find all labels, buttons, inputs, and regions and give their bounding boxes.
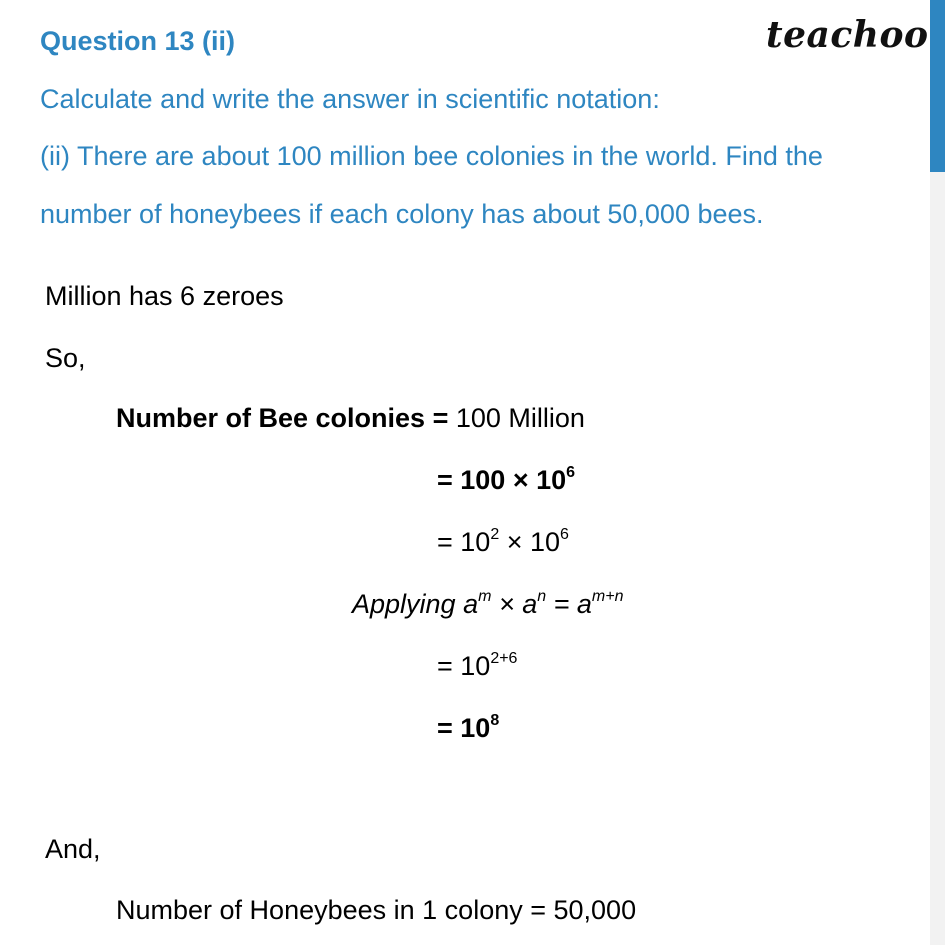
and-text: And, <box>45 834 101 864</box>
teachoo-logo: teachoo <box>766 14 929 56</box>
honeybees-per-colony-line: Number of Honeybees in 1 colony = 50,000 <box>116 895 637 925</box>
bee-colonies-value: 100 Million <box>448 403 585 433</box>
so-text: So, <box>45 343 86 373</box>
step-10-8-result: = $10^8$ <box>437 712 500 743</box>
bee-colonies-label: Number of Bee colonies = <box>116 403 449 433</box>
exponent-rule: Applying $a^m \times a^n = a^{m+n}$ <box>352 588 624 619</box>
step-10-2-times-10-6: = $10^2 \times 10^6$ <box>437 526 569 557</box>
bee-colonies-line <box>116 403 585 434</box>
question-title: Question 13 (ii) <box>40 26 236 56</box>
question-text-line-1: (ii) There are about 100 million bee colonies in the world. Find the <box>40 141 823 171</box>
question-instruction: Calculate and write the answer in scientific notation: <box>40 84 660 114</box>
question-text-line-2: number of honeybees if each colony has about 50,000 bees. <box>40 199 764 229</box>
scrollbar[interactable] <box>930 0 945 945</box>
step-100-times-10-6: = $100 \times 10^6$ <box>437 464 576 495</box>
million-zeroes-text: Million has 6 zeroes <box>45 281 284 311</box>
scrollbar-thumb[interactable] <box>930 0 945 172</box>
step-10-2-plus-6: = $10^{2+6}$ <box>437 650 518 681</box>
